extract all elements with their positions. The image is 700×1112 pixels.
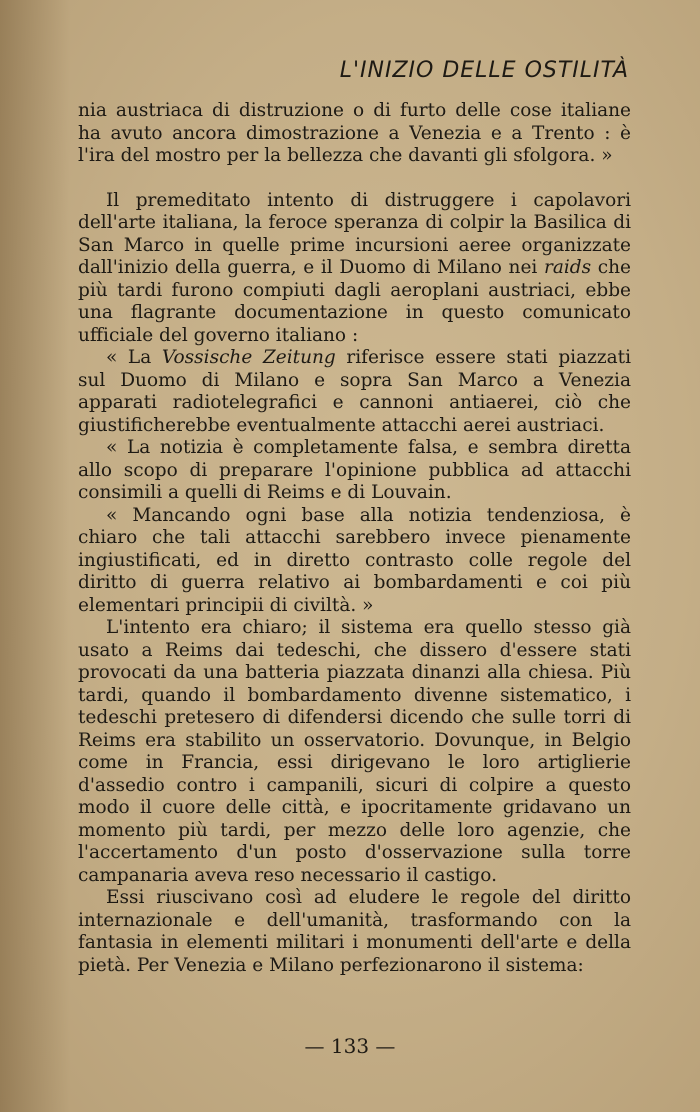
paragraph-2-text-a: Il premeditato intento di distruggere i capolavori dell'arte italiana, la feroce speranza di colpir la Basilica di San Marco in quelle prime incursioni aeree organizzate dall'inizio della guerra, e il Duomo di Milano nei <box>78 189 631 278</box>
paragraph-6-text: L'intento era chiaro; il sistema era quello stesso già usato a Reims dai tedeschi, che dissero d'essere stati provocati da una batteria piazzata dinanzi alla chiesa. Più tardi, quando il bombardamento divenne sistematico, i tedeschi pretesero di difendersi dicendo che sulle torri di Reims era stabilito un osservatorio. Dovunque, in Belgio come in Francia, essi dirigevano le loro artiglierie d'assedio contro i campanili, sicuri di colpire a questo modo il cuore delle città, e ipocritamente gridavano un momento più tardi, per mezzo delle loro agenzie, che l'accertamento d'un posto d'osservazione sulla torre campanaria aveva reso necessario il castigo. <box>78 617 631 886</box>
page-number: — 133 — <box>304 1034 396 1058</box>
paragraph-7-text: Essi riuscivano così ad eludere le regole del diritto internazionale e dell'umanità, trasformando con la fantasia in elementi militari i monumenti dell'arte e della pietà. Per Venezia e Milano perfezionarono il sistema: <box>78 887 631 976</box>
paragraph-3-text-b: riferisce essere stati piazzati sul Duomo di Milano e sopra San Marco a Venezia apparati radiotelegrafici e cannoni antiaerei, ciò che giustificherebbe eventualmente attacchi aerei austriaci. <box>78 347 631 436</box>
body-text <box>78 100 631 977</box>
paragraph-4-text: « La notizia è completamente falsa, e sembra diretta allo scopo di preparare l'opinione pubblica ad attacchi consimili a quelli di Reims e di Louvain. <box>78 437 631 503</box>
paragraph-5 <box>78 505 631 618</box>
paragraph-3-text-a: « La <box>106 347 162 368</box>
paragraph-2-text-b: che più tardi furono compiuti dagli aeroplani austriaci, ebbe una flagrante documentazione in questo comunicato ufficiale del governo italiano : <box>78 257 632 346</box>
binding-gutter-shadow <box>0 0 70 1112</box>
paragraph-5-text: « Mancando ogni base alla notizia tendenziosa, è chiaro che tali attacchi sarebbero invece pienamente ingiustificati, ed in diretto contrasto colle regole del diritto di guerra relativo ai bombardamenti e coi più elementari principii di civiltà. » <box>78 504 631 616</box>
paragraph-3 <box>78 347 631 437</box>
running-head: L'INIZIO DELLE OSTILITÀ <box>339 58 629 83</box>
paragraph-3-italic-newspaper: Vossische Zeitung <box>161 347 336 368</box>
paragraph-1-text: nia austriaca di distruzione o di furto delle cose italiane ha avuto ancora dimostrazione a Venezia e a Trento : è l'ira del mostro per la bellezza che davanti gli sfolgora. » <box>78 100 631 166</box>
paragraph-2 <box>78 190 631 348</box>
paragraph-6 <box>78 617 631 887</box>
paragraph-7 <box>78 887 631 977</box>
paragraph-1 <box>78 100 631 168</box>
paragraph-2-italic-raids: raids <box>543 257 592 278</box>
paragraph-4 <box>78 437 631 505</box>
